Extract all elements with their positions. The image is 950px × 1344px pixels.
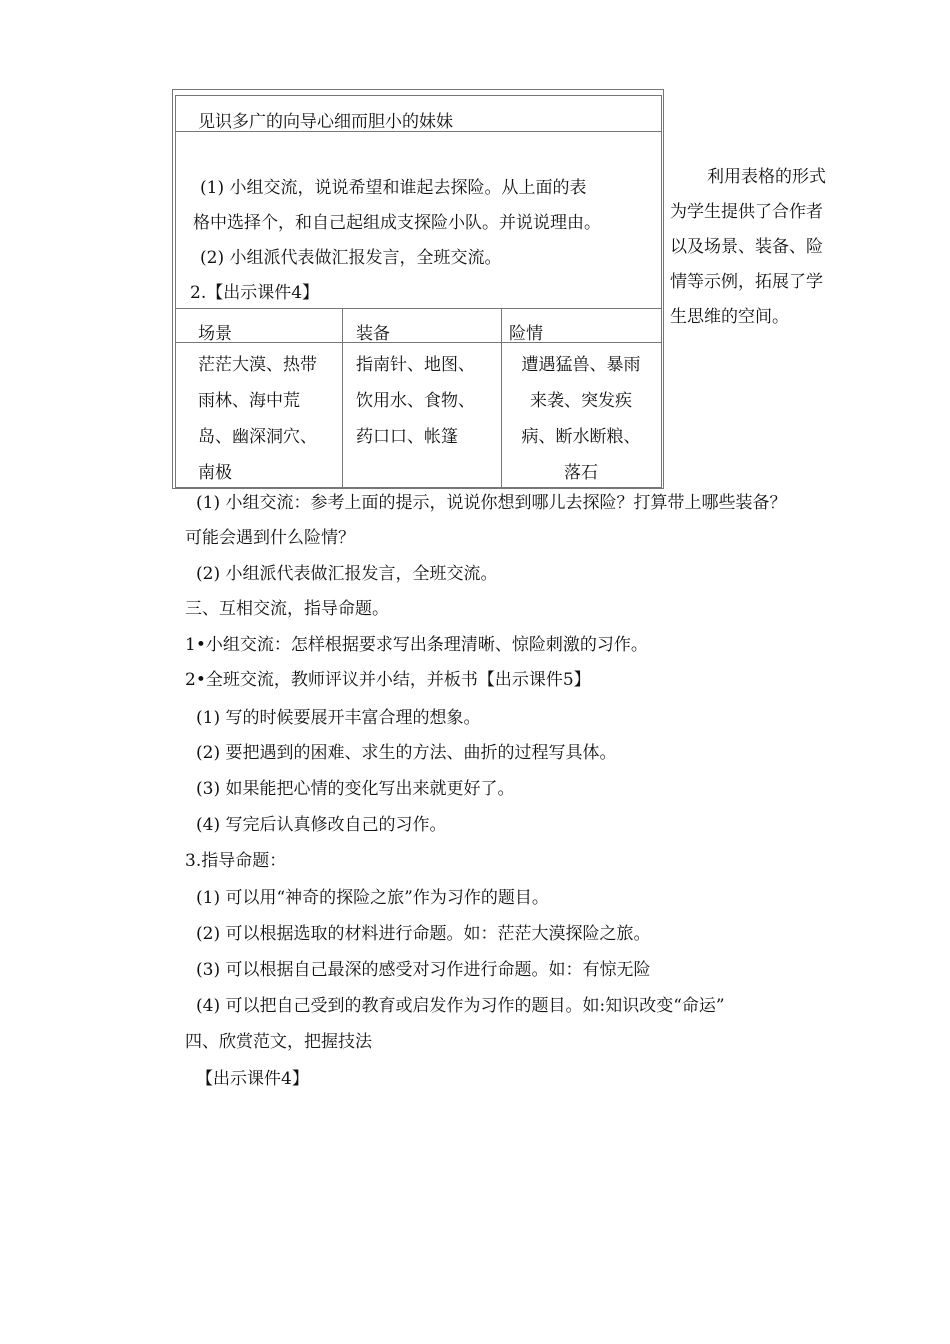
danger-cell <box>502 347 660 491</box>
scene-cell <box>198 347 317 491</box>
table-step-1-line-2: 格中选择个，和自己起组成支探险小队。并说说理由。 <box>193 213 601 233</box>
body-line: (4) 写完后认真修改自己的习作。 <box>196 815 447 835</box>
table-header-row: 见识多广的向导心细而胆小的妹妹 <box>198 112 453 132</box>
section-heading: 四、欣赏范文，把握技法 <box>185 1032 372 1052</box>
table-step-2: (2) 小组派代表做汇报发言，全班交流。 <box>200 248 502 268</box>
body-line: (3) 可以根据自己最深的感受对习作进行命题。如：有惊无险 <box>196 960 651 980</box>
scene-cell-line: 岛、幽深洞穴、 <box>198 427 317 447</box>
side-note-line: 以及场景、装备、险 <box>670 237 823 257</box>
body-line: (2) 小组派代表做汇报发言，全班交流。 <box>196 564 498 584</box>
body-line: 3.指导命题： <box>185 851 287 871</box>
table-row-divider <box>175 308 662 309</box>
column-header-scene: 场景 <box>198 324 232 344</box>
body-line: (2) 要把遇到的困难、求生的方法、曲折的过程写具体。 <box>196 743 617 763</box>
body-line: 【出示课件4】 <box>196 1069 309 1089</box>
danger-cell-line: 遭遇猛兽、暴雨 <box>521 355 641 375</box>
side-note-line: 生思维的空间。 <box>670 307 789 327</box>
side-note-line: 为学生提供了合作者 <box>670 202 823 222</box>
body-line: (3) 如果能把心情的变化写出来就更好了。 <box>196 779 515 799</box>
danger-cell-line: 来袭、突发疾 <box>530 391 632 411</box>
body-line: (2) 可以根据选取的材料进行命题。如：茫茫大漠探险之旅。 <box>196 924 651 944</box>
danger-cell-line: 病、断水断粮、 <box>521 427 641 447</box>
column-header-equipment: 装备 <box>356 324 390 344</box>
body-line: (4) 可以把自己受到的教育或启发作为习作的题目。如:知识改变“命运” <box>196 996 725 1016</box>
body-line: 可能会遇到什么险情？ <box>185 528 355 548</box>
equipment-cell-line: 指南针、地图、 <box>356 355 475 375</box>
body-line: 1•小组交流：怎样根据要求写出条理清晰、惊险刺激的习作。 <box>185 635 648 655</box>
column-header-danger: 险情 <box>509 324 543 344</box>
scene-cell-line: 南极 <box>198 463 232 483</box>
section-heading: 三、互相交流，指导命题。 <box>185 599 389 619</box>
table-row-divider <box>175 342 662 343</box>
scene-cell-line: 雨林、海中荒 <box>198 391 300 411</box>
table-right-line <box>661 95 662 487</box>
body-line: (1) 可以用“神奇的探险之旅”作为习作的题目。 <box>196 888 549 908</box>
equipment-cell-line: 饮用水、食物、 <box>356 391 475 411</box>
table-left-line <box>175 95 176 487</box>
equipment-cell-line: 药口口、帐篷 <box>356 427 458 447</box>
table-step-1-line-1: (1) 小组交流，说说希望和谁起去探险。从上面的表 <box>200 178 587 198</box>
side-note-line: 利用表格的形式 <box>707 167 826 187</box>
scene-cell-line: 茫茫大漠、热带 <box>198 355 317 375</box>
table-top-line <box>175 95 662 96</box>
table-courseware-label: 2.【出示课件4】 <box>190 283 320 303</box>
body-line: (1) 小组交流：参考上面的提示，说说你想到哪儿去探险？打算带上哪些装备？ <box>196 493 787 513</box>
body-line: (1) 写的时候要展开丰富合理的想象。 <box>196 708 481 728</box>
side-note <box>670 160 826 335</box>
body-line: 2•全班交流，教师评议并小结，并板书【出示课件5】 <box>185 670 591 690</box>
side-note-line: 情等示例，拓展了学 <box>670 272 823 292</box>
table-col-divider <box>342 308 343 487</box>
danger-cell-line: 落石 <box>564 463 598 483</box>
equipment-cell <box>356 347 475 455</box>
